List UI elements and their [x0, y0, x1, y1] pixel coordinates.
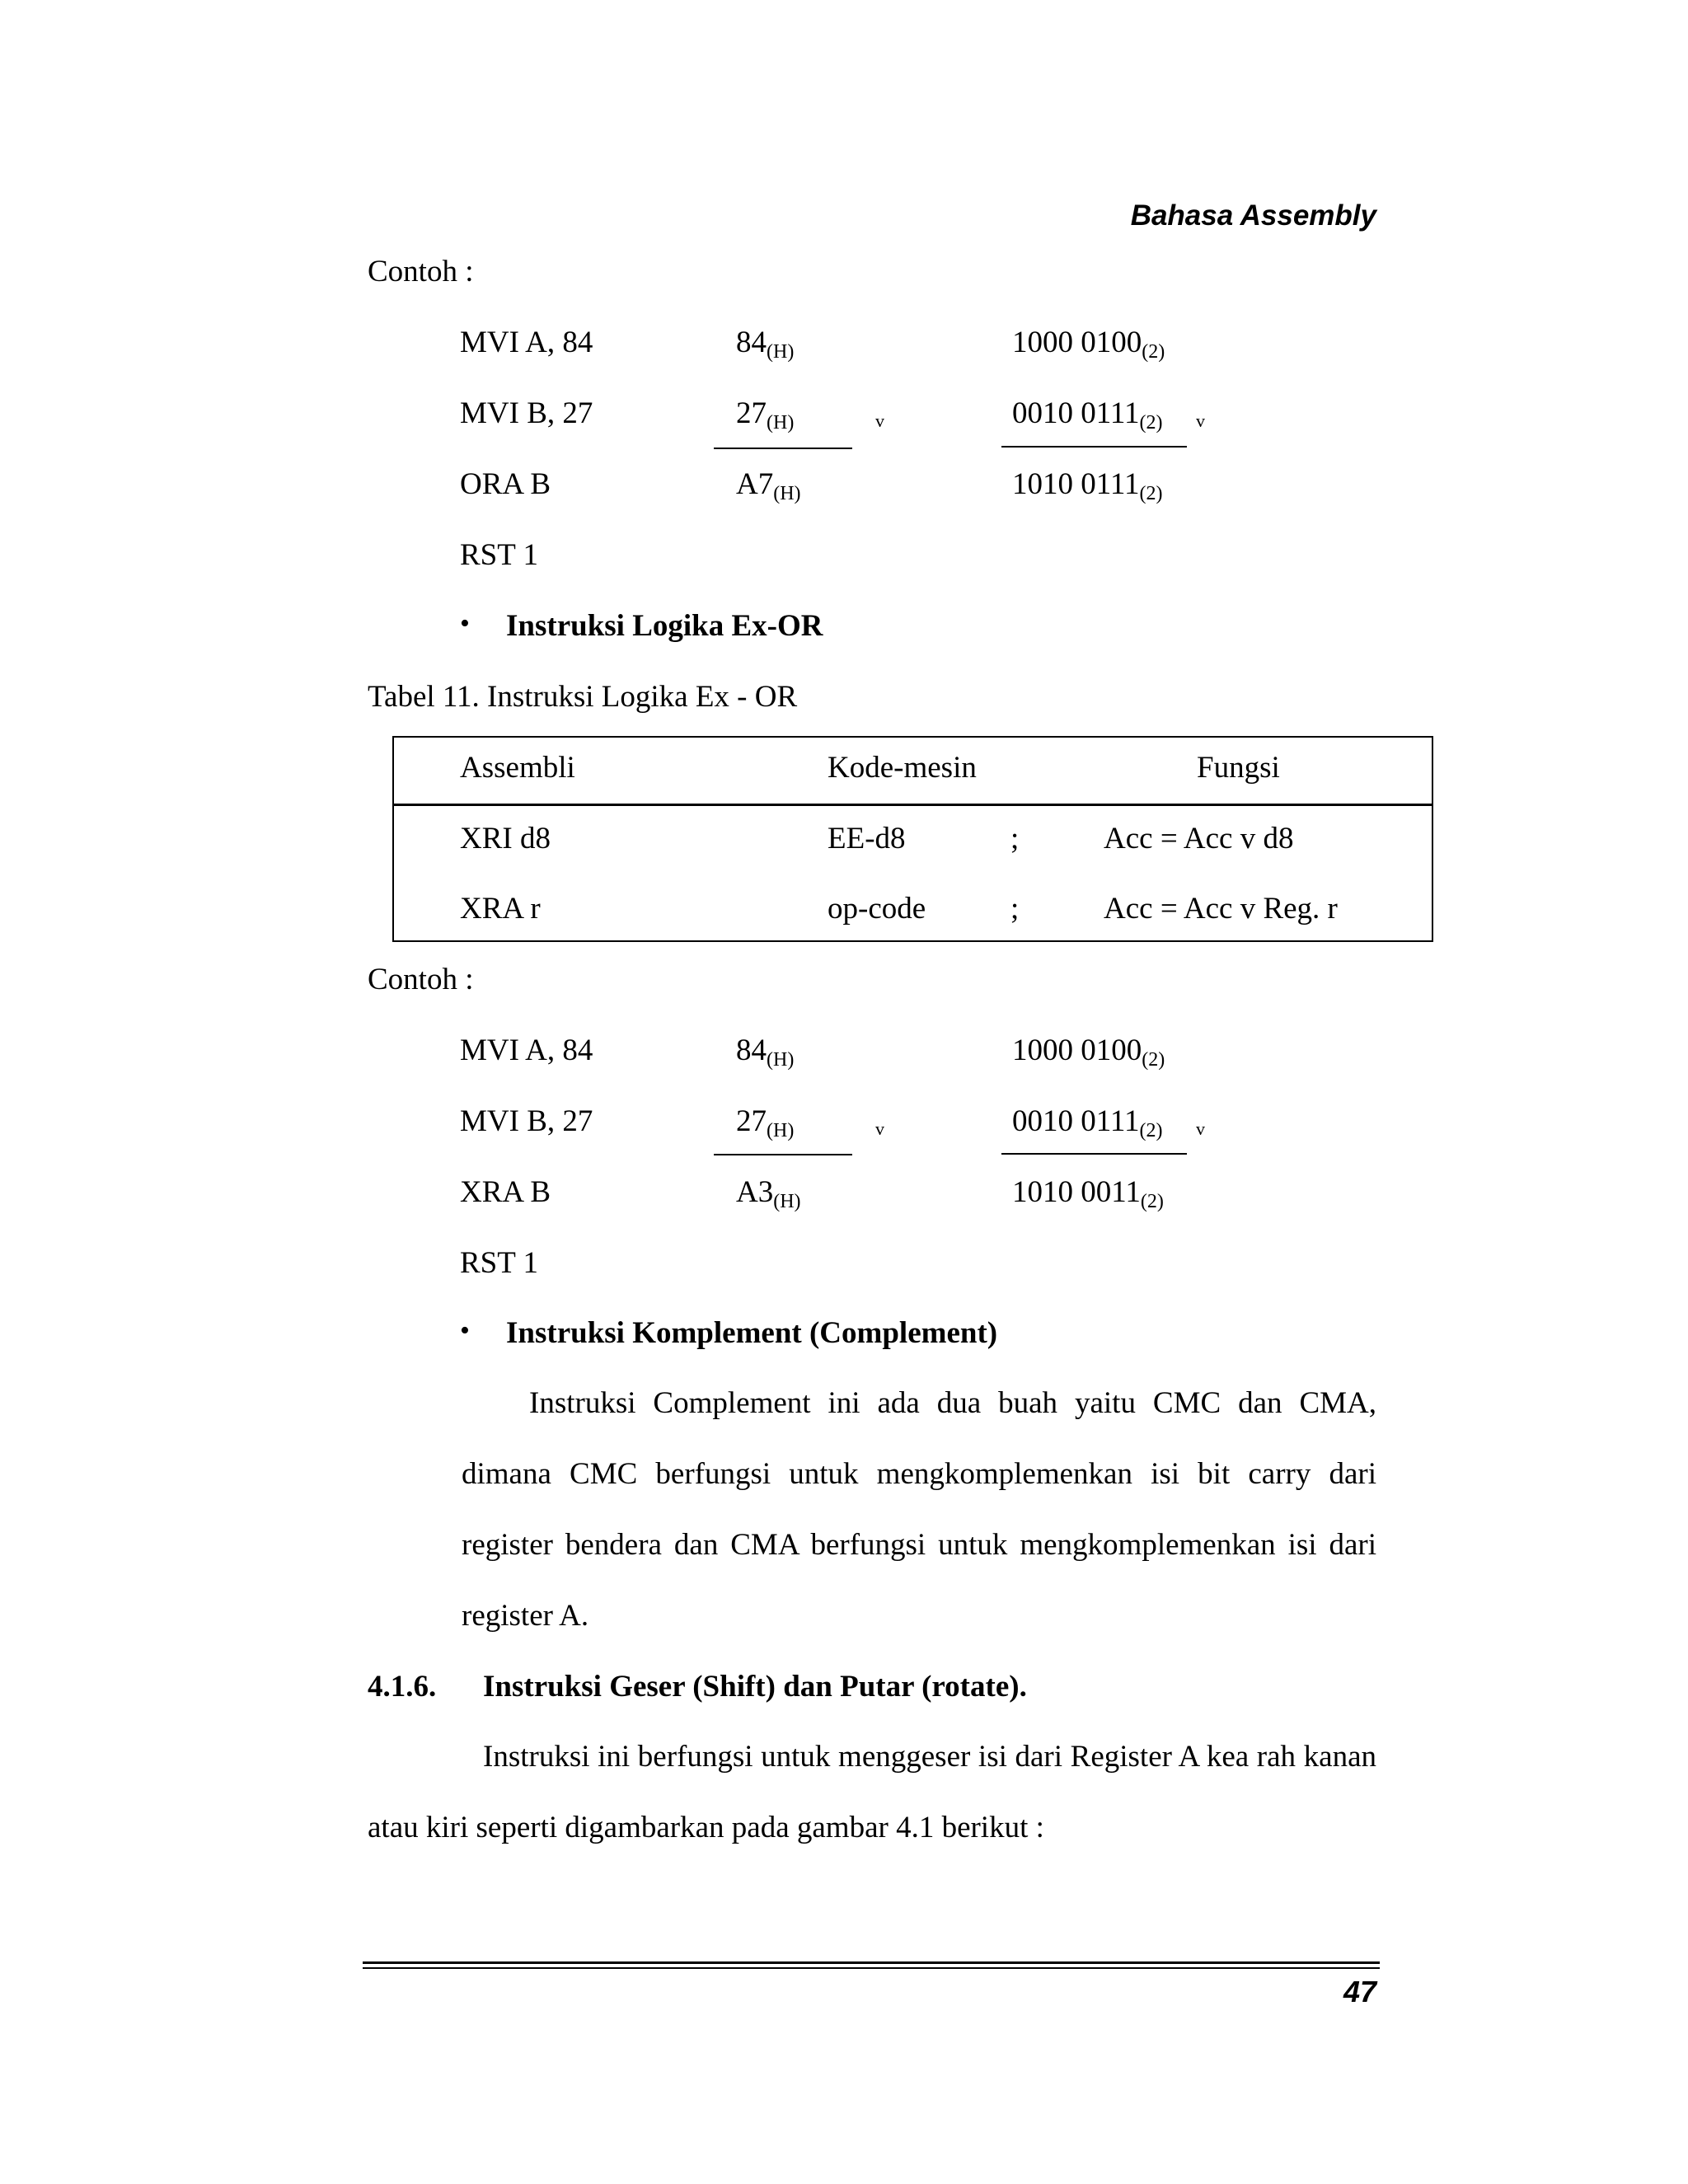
asm-line: MVI B, 27 — [460, 396, 593, 430]
footer-rule — [363, 1967, 1380, 1969]
binary-value: 0010 0111(2) — [1012, 1104, 1163, 1141]
table-cell: Acc = Acc v Reg. r — [1104, 892, 1338, 926]
page-number: 47 — [1343, 1975, 1376, 2008]
table-header: Kode-mesin — [828, 751, 977, 785]
table-divider — [394, 804, 1432, 806]
hex-value: 27(H) — [736, 396, 795, 434]
table-cell: XRA r — [460, 892, 541, 926]
binary-value: 1000 0100(2) — [1012, 1033, 1165, 1071]
footer-rule — [363, 1961, 1380, 1964]
table-cell: XRI d8 — [460, 822, 551, 855]
example-label: Contoh : — [368, 255, 474, 288]
hex-value: A7(H) — [736, 467, 801, 504]
or-operator: v — [1196, 410, 1205, 431]
binary-value: 0010 0111(2) — [1012, 396, 1163, 434]
table-cell: EE-d8 — [828, 822, 906, 855]
table-cell: ; — [1010, 892, 1020, 926]
table-header: Assembli — [460, 751, 575, 785]
bullet-icon: • — [460, 1315, 470, 1346]
section-number: 4.1.6. — [368, 1670, 437, 1704]
instruction-table — [392, 736, 1433, 942]
or-operator: v — [875, 1118, 884, 1139]
hex-value: 84(H) — [736, 326, 795, 363]
table-caption: Tabel 11. Instruksi Logika Ex - OR — [368, 680, 798, 714]
binary-value: 1000 0100(2) — [1012, 326, 1165, 363]
asm-line: RST 1 — [460, 538, 538, 572]
sum-line — [1001, 446, 1187, 448]
asm-line: RST 1 — [460, 1246, 538, 1280]
sum-line — [714, 448, 852, 449]
sum-line — [1001, 1153, 1187, 1155]
table-cell: ; — [1010, 822, 1020, 855]
example-label: Contoh : — [368, 963, 474, 996]
asm-line: MVI A, 84 — [460, 326, 593, 359]
section-paragraph: Instruksi ini berfungsi untuk menggeser isi dari Register A kea rah kanan atau kiri seperti digambarkan pada gambar 4.1 berikut : — [368, 1740, 1376, 1844]
section-title: Instruksi Geser (Shift) dan Putar (rotate). — [483, 1670, 1027, 1704]
asm-line: MVI B, 27 — [460, 1104, 593, 1138]
bullet-heading: Instruksi Komplement (Complement) — [506, 1316, 998, 1350]
or-operator: v — [875, 410, 884, 431]
asm-line: ORA B — [460, 467, 551, 501]
asm-line: XRA B — [460, 1175, 551, 1209]
hex-value: 27(H) — [736, 1104, 795, 1141]
complement-paragraph: Instruksi Complement ini ada dua buah yaitu CMC dan CMA, dimana CMC berfungsi untuk mengkomplemenkan isi bit carry dari register bendera dan CMA berfungsi untuk mengkomplemenkan isi dari register A. — [462, 1386, 1376, 1633]
sum-line — [714, 1154, 852, 1155]
bullet-heading: Instruksi Logika Ex-OR — [506, 609, 823, 643]
or-operator: v — [1196, 1118, 1205, 1139]
asm-line: MVI A, 84 — [460, 1033, 593, 1067]
hex-value: 84(H) — [736, 1033, 795, 1071]
table-cell: op-code — [828, 892, 926, 926]
running-header: Bahasa Assembly — [1130, 199, 1376, 232]
table-cell: Acc = Acc v d8 — [1104, 822, 1294, 855]
bullet-icon: • — [460, 608, 470, 639]
table-header: Fungsi — [1197, 751, 1280, 785]
binary-value: 1010 0111(2) — [1012, 467, 1163, 504]
binary-value: 1010 0011(2) — [1012, 1175, 1164, 1212]
hex-value: A3(H) — [736, 1175, 801, 1212]
